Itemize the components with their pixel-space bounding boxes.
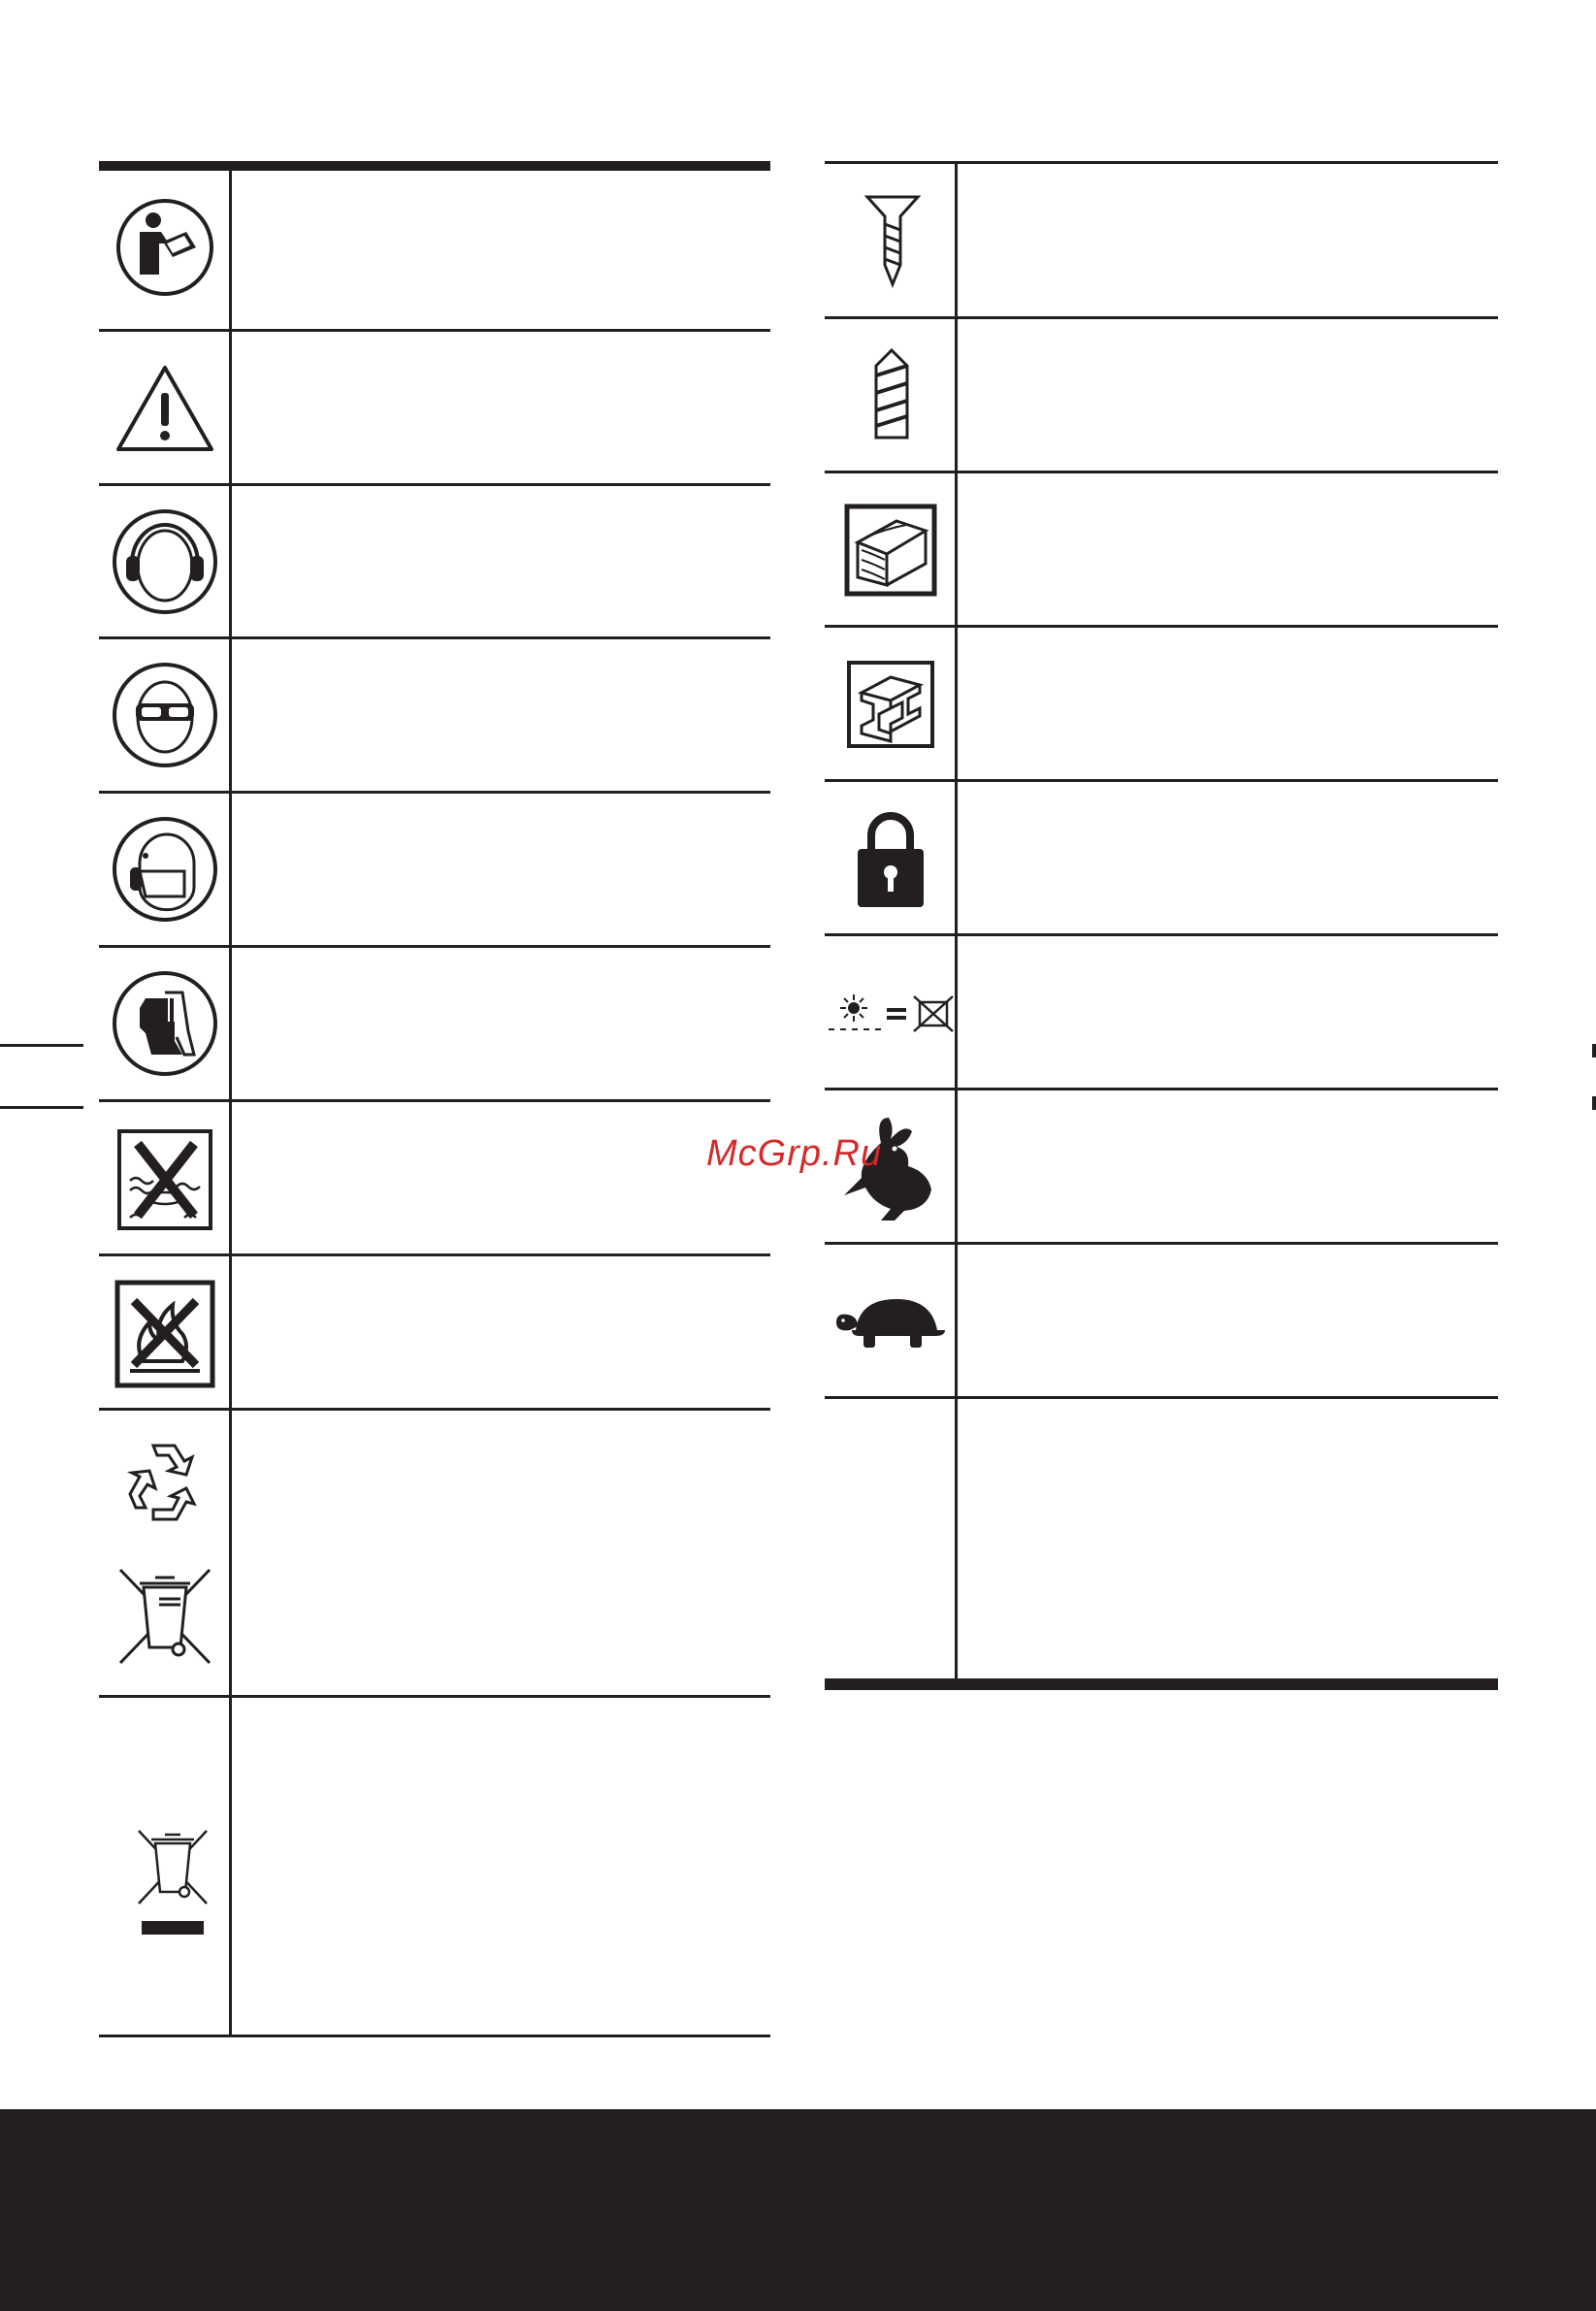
- symbol-row: [825, 1090, 1498, 1245]
- symbol-row: [99, 794, 770, 948]
- symbol-description: [244, 794, 770, 945]
- symbol-description: [970, 319, 1498, 471]
- right-symbol-table: [825, 161, 1498, 1687]
- dust-mask-icon: [111, 815, 219, 924]
- icon-cell: [825, 782, 958, 933]
- recycle-icon: [118, 1436, 212, 1529]
- symbol-row: [825, 473, 1498, 628]
- no-water-disposal-icon: [116, 1128, 213, 1231]
- icon-cell: [99, 332, 232, 483]
- watermark: McGrp.Ru: [706, 1133, 883, 1174]
- left-symbol-table: [99, 161, 770, 2028]
- symbol-description: [244, 639, 770, 791]
- symbol-row: [99, 948, 770, 1102]
- drill-bit-icon: [870, 346, 913, 445]
- side-tab-mark: [0, 1106, 83, 1109]
- wood-material-icon: [844, 504, 937, 597]
- symbol-row: [99, 1698, 770, 2037]
- footer-band: [0, 2109, 1596, 2311]
- metal-material-icon: [846, 660, 935, 749]
- symbol-description: [244, 1256, 770, 1408]
- low-speed-turtle-icon: [834, 1295, 947, 1350]
- no-fire-disposal-icon: [114, 1280, 215, 1388]
- symbol-row: [99, 639, 770, 794]
- icon-cell: [825, 319, 958, 471]
- icon-cell: [99, 171, 232, 329]
- symbol-row: [99, 332, 770, 486]
- icon-cell: [99, 1102, 232, 1253]
- symbol-row: [825, 1399, 1498, 1690]
- eye-protection-icon: [111, 661, 219, 769]
- symbol-description: [244, 1698, 770, 2034]
- symbol-description: [244, 1411, 770, 1695]
- symbol-description: [970, 1090, 1498, 1242]
- symbol-row: [825, 936, 1498, 1090]
- symbol-description: [244, 171, 770, 329]
- symbol-row: [99, 171, 770, 332]
- screwdriving-icon: [863, 193, 922, 290]
- symbol-row: [825, 628, 1498, 782]
- icon-cell: [825, 1399, 958, 1678]
- symbol-description: [970, 164, 1498, 316]
- symbol-row: [825, 319, 1498, 473]
- symbol-row: [99, 1256, 770, 1411]
- symbol-description: [244, 332, 770, 483]
- symbol-row: [825, 782, 1498, 936]
- symbol-row: [825, 1245, 1498, 1399]
- icon-cell: [99, 794, 232, 945]
- icon-cell: [99, 948, 232, 1099]
- icon-cell: [825, 628, 958, 779]
- led-light-icon: [827, 993, 957, 1035]
- warning-triangle-icon: [114, 364, 215, 453]
- symbol-description: [970, 782, 1498, 933]
- ear-protection-icon: [111, 507, 219, 616]
- read-manual-icon: [114, 197, 215, 298]
- symbol-row: [99, 1411, 770, 1698]
- symbol-description: [970, 628, 1498, 779]
- icon-cell: [99, 1256, 232, 1408]
- icon-cell: [99, 1411, 232, 1695]
- symbol-row: [99, 486, 770, 639]
- icon-cell: [825, 164, 958, 316]
- icon-cell: [99, 639, 232, 791]
- side-tab-mark: [0, 1044, 83, 1047]
- icon-cell: [99, 1698, 232, 2034]
- symbol-description: [970, 936, 1498, 1088]
- symbol-description: [244, 486, 770, 636]
- side-tab-mark: [1592, 1096, 1596, 1110]
- symbol-row: [99, 1102, 770, 1256]
- symbol-description: [970, 1245, 1498, 1396]
- icon-cell: [99, 486, 232, 636]
- gloves-icon: [111, 969, 219, 1078]
- icon-cell: [825, 936, 958, 1088]
- symbol-description: [244, 948, 770, 1099]
- crossed-out-bin-icon: [116, 1566, 213, 1667]
- icon-cell: [825, 1245, 958, 1396]
- crossed-bin-with-bar-icon: [136, 1828, 210, 1937]
- symbol-description: [970, 1399, 1498, 1678]
- symbol-row: [825, 164, 1498, 319]
- lock-icon: [856, 808, 926, 909]
- symbol-description: [970, 473, 1498, 625]
- symbol-description: [244, 1102, 770, 1253]
- icon-cell: [825, 473, 958, 625]
- side-tab-mark: [1592, 1044, 1596, 1058]
